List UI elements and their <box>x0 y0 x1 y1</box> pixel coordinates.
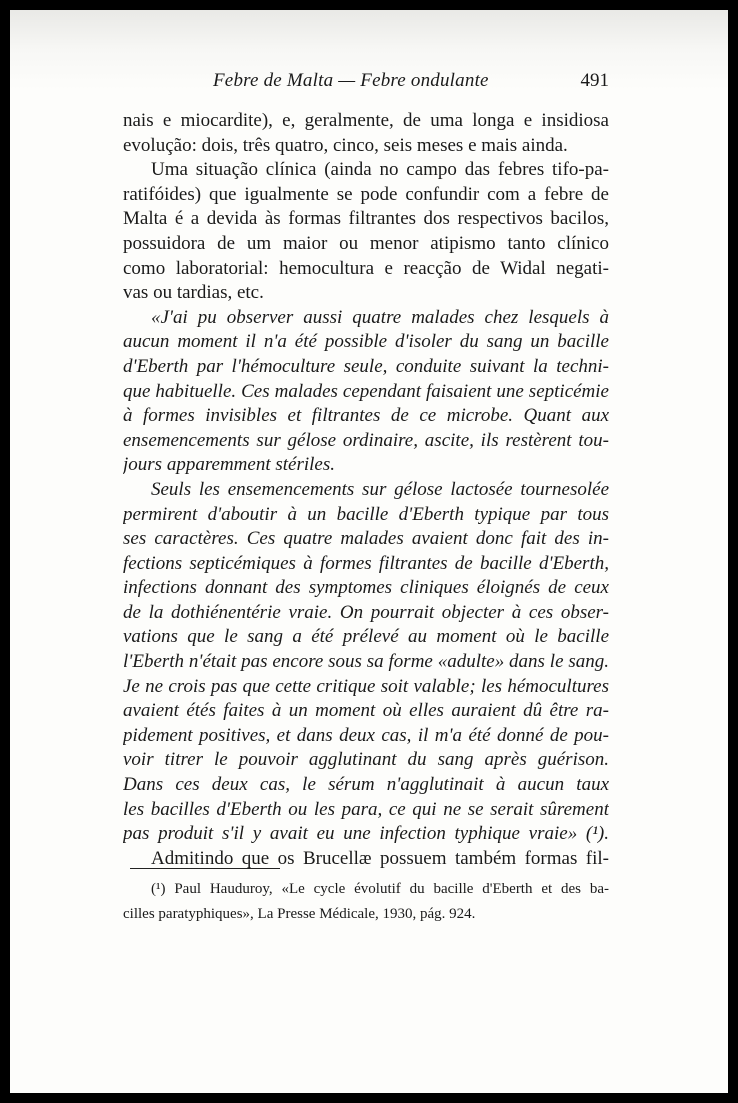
quote-line: à formes invisibles et filtrantes de ce microbe. Quant aux <box>123 405 609 427</box>
quote-line: Dans ces deux cas, le sérum n'agglutinait à aucun taux <box>123 774 609 796</box>
quote-line: les bacilles d'Eberth ou les para, ce qui ne se serait sûrement <box>123 798 609 820</box>
quote-line: «J'ai pu observer aussi quatre malades chez lesquels à <box>151 306 609 328</box>
footnote-line: cilles paratyphiques», La Presse Médicale, 1930, pág. 924. <box>123 905 476 922</box>
quote-line: l'Eberth n'était pas encore sous sa forme «adulte» dans le sang. <box>123 651 609 673</box>
text-line: vas ou tardias, etc. <box>123 282 264 304</box>
quote-line: que habituelle. Ces malades cependant faisaient une septicémie <box>123 380 609 402</box>
footnote-line: (¹) Paul Hauduroy, «Le cycle évolutif du bacille d'Eberth et des ba- <box>151 881 609 897</box>
text-line: Uma situação clínica (ainda no campo das febres tifo-pa- <box>151 159 609 181</box>
quote-line: Seuls les ensemencements sur gélose lactosée tournesolée <box>151 478 609 500</box>
text-line: Admitindo que os Brucellæ possuem também formas fil- <box>151 847 609 869</box>
body-text <box>123 109 609 871</box>
page-number: 491 <box>580 70 609 91</box>
text-line: possuidora de um maior ou menor atipismo tanto clínico <box>123 232 609 254</box>
quote-line: de la dothiénentérie vraie. On pourrait objecter à ces obser- <box>123 601 609 623</box>
running-head: Febre de Malta — Febre ondulante <box>213 70 489 91</box>
quote-line: ensemencements sur gélose ordinaire, ascite, ils restèrent tou- <box>123 429 609 451</box>
quote-line: aucun moment il n'a été possible d'isoler du sang un bacille <box>123 331 609 353</box>
quote-line: ses caractères. Ces quatre malades avaient donc fait des in- <box>123 528 609 550</box>
book-page <box>10 10 728 1093</box>
quote-line: voir titrer le pouvoir agglutinant du sang après guérison. <box>123 749 609 771</box>
quote-line: vations que le sang a été prélevé au moment où le bacille <box>123 626 609 648</box>
quote-line: pas produit s'il y avait eu une infection typhique vraie» (¹). <box>123 823 609 845</box>
quote-line: d'Eberth par l'hémoculture seule, conduite suivant la techni- <box>123 355 609 377</box>
footnotes <box>123 879 609 928</box>
text-line: nais e miocardite), e, geralmente, de uma longa e insidiosa <box>123 110 609 131</box>
quote-line: Je ne crois pas que cette critique soit valable; les hémocultures <box>123 675 609 697</box>
quote-line: permirent d'aboutir à un bacille d'Eberth typique par tous <box>123 503 609 525</box>
text-line: como laboratorial: hemocultura e reacção de Widal negati- <box>123 257 609 279</box>
quote-line: infections donnant des symptomes cliniques éloignés de ceux <box>123 577 609 599</box>
text-line: Malta é a devida às formas filtrantes dos respectivos bacilos, <box>123 208 609 230</box>
quote-line: jours apparemment stériles. <box>123 454 335 476</box>
page-header <box>213 70 609 98</box>
quote-line: fections septicémiques à formes filtrantes de bacille d'Eberth, <box>123 552 609 574</box>
footnote-rule <box>130 868 280 869</box>
text-line: evolução: dois, três quatro, cinco, seis meses e mais ainda. <box>123 134 568 156</box>
quote-line: pidement positives, et dans deux cas, il m'a été donné de pou- <box>123 724 609 746</box>
text-line: ratifóides) que igualmente se pode confundir com a febre de <box>123 183 609 205</box>
quote-line: avaient étés faites à un moment où elles auraient dû être ra- <box>123 700 609 722</box>
